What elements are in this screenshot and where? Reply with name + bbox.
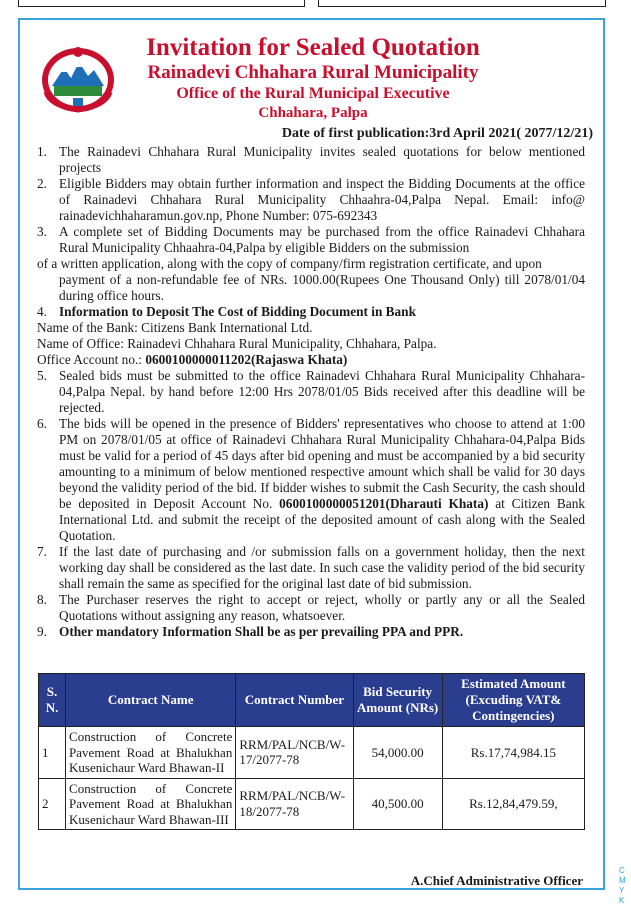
cmyk-mark: C [619, 866, 625, 875]
publication-date: Date of first publication:3rd April 2021( 2077/12/21) [281, 126, 593, 141]
cmyk-mark: M [619, 876, 626, 885]
prev-ad-border-left [18, 0, 305, 7]
prev-ad-border-right [318, 0, 606, 7]
contract-number-cell: RRM/PAL/NCB/W-18/2077-78 [236, 778, 353, 830]
column-header: Estimated Amount (Excuding VAT& Contingencies) [442, 674, 584, 727]
list-item: 6. The bids will be opened in the presence of Bidders' representatives who choose to attend at 1:00 PM on 2078/01/05 at office of Rainadevi Chhahara Rural Municipality Chhahara-04,Palpa Bids must be valid for a period of 45 days after bid opening and must be accompanied by a bid security amounting to a minimum of below mentioned respective amount which shall be valid for 30 days beyond the validity period of the bid. If bidder wishes to submit the Cash Security, the cash should be deposited in Deposit Account No. 0600100000051201(Dharauti Khata) at Citizen Bank International Ltd. and submit the receipt of the deposited amount of cash along with the Sealed Quotation. [37, 416, 585, 543]
contract-number-cell: RRM/PAL/NCB/W-17/2077-78 [236, 727, 353, 779]
column-header: Bid Security Amount (NRs) [353, 674, 442, 727]
signatory: A.Chief Administrative Officer [410, 873, 583, 888]
list-item: 5. Sealed bids must be submitted to the office Rainadevi Chhahara Rural Municipality Chhahara-04,Palpa Nepal. by hand before 12:00 Hrs 2078/01/05 Bids received after this deadline will be rejected. [37, 368, 585, 415]
top-page-strip [0, 0, 631, 18]
contracts-table [38, 673, 585, 830]
notice-title: Invitation for Sealed Quotation [146, 34, 480, 61]
office-account-name: Name of Office: Rainadevi Chhahara Rural Municipality, Chhahara, Palpa. [37, 336, 437, 351]
list-item: 8. The Purchaser reserves the right to accept or reject, wholly or partly any or all the Sealed Quotations without assigning any reason, whatsoever. [37, 592, 585, 623]
serial-cell: 1 [39, 727, 66, 779]
list-item: 9. Other mandatory Information Shall be as per prevailing PPA and PPR. [37, 624, 464, 639]
account-number-line: Office Account no.: 0600100000011202(Rajaswa Khata) [37, 352, 348, 367]
table-row [39, 727, 585, 779]
account-number: 0600100000011202(Rajaswa Khata) [145, 352, 348, 367]
column-header: Contract Number [236, 674, 353, 727]
nepal-emblem-icon [38, 40, 118, 116]
list-item: 1. The Rainadevi Chhahara Rural Municipality invites sealed quotations for below mentioned projects [37, 144, 585, 175]
municipality-name: Rainadevi Chhahara Rural Municipality [147, 62, 479, 83]
list-item: 7. If the last date of purchasing and /or submission falls on a government holiday, then the next working day shall be considered as the last date. In such case the validity period of the bid security shall remain the same as specified for the original last date of bid submission. [37, 544, 585, 591]
estimated-amount-cell: Rs.12,84,479.59, [442, 778, 584, 830]
bank-name: Name of the Bank: Citizens Bank International Ltd. [37, 320, 313, 335]
table-header-row [39, 674, 585, 727]
bid-security-cell: 54,000.00 [353, 727, 442, 779]
serial-cell: 2 [39, 778, 66, 830]
list-item: 3. A complete set of Bidding Documents may be purchased from the office Rainadevi Chhahara Rural Municipality Chhaahra-04,Palpa by eligible Bidders on the submission [37, 224, 585, 255]
item-3-continuation: payment of a non-refundable fee of NRs. 1000.00(Rupees One Thousand Only) till 2078/01/04 during office hours. [59, 272, 585, 303]
contract-name-cell: Construction of Concrete Pavement Road at Bhalukhan Kusenichaur Ward Bhawan-II [66, 727, 236, 779]
cmyk-mark: Y [619, 886, 625, 895]
estimated-amount-cell: Rs.17,74,984.15 [442, 727, 584, 779]
office-name: Office of the Rural Municipal Executive [176, 85, 450, 102]
notice-header [118, 34, 508, 123]
table-row [39, 778, 585, 830]
item-3-continuation: of a written application, along with the copy of company/firm registration certificate, and upon [37, 256, 542, 271]
notice-body [37, 144, 585, 640]
column-header: S. N. [39, 674, 66, 727]
office-location: Chhahara, Palpa [258, 105, 368, 121]
deposit-account-number: 0600100000051201(Dharauti Khata) [279, 496, 489, 511]
column-header: Contract Name [66, 674, 236, 727]
bottom-page-strip [0, 899, 631, 910]
list-item: 2. Eligible Bidders may obtain further information and inspect the Bidding Documents at the office of Rainadevi Chhahara Rural Municipality Chhaahra-04,Palpa Nepal. Email: info@ rainadevichhaharamun.gov.np, Phone Number: 075-692343 [37, 176, 585, 223]
cmyk-mark: K [619, 896, 625, 905]
bid-security-cell: 40,500.00 [353, 778, 442, 830]
contract-name-cell: Construction of Concrete Pavement Road at Bhalukhan Kusenichaur Ward Bhawan-III [66, 778, 236, 830]
list-item: 4. Information to Deposit The Cost of Bidding Document in Bank [37, 304, 416, 319]
